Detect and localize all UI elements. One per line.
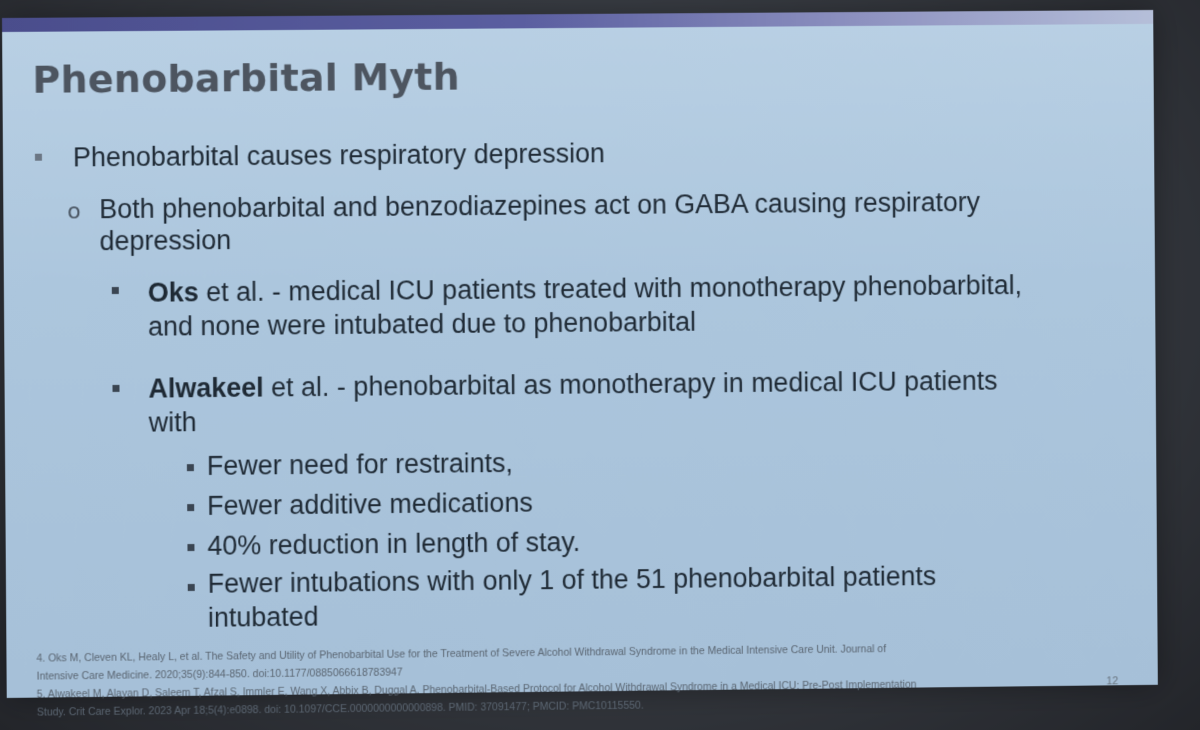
reference-line: 4. Oks M, Cleven KL, Healy L, et al. The Safety and Utility of Phenobarbital Use for the Treatment of Severe Alcohol Withdrawal Syndrome in the Medical Intensive Care Unit. Journal of	[36, 643, 887, 665]
square-bullet-icon	[112, 287, 119, 294]
references	[36, 638, 1089, 722]
square-bullet-icon	[35, 154, 42, 161]
alwakeel-author: Alwakeel	[148, 372, 264, 404]
slide-title: Phenobarbital Myth	[32, 54, 461, 102]
circle-bullet-icon: o	[67, 199, 81, 225]
reference-line: Intensive Care Medicine. 2020;35(9):844-850. doi:10.1177/0885066618783947	[36, 666, 403, 683]
sub-bullet-gaba-line-1: Both phenobarbital and benzodiazepines act on GABA causing respiratory	[99, 187, 981, 225]
oks-summary: et al. - medical ICU patients treated with monotherapy phenobarbital,	[198, 270, 1023, 308]
bullet-respiratory-depression: Phenobarbital causes respiratory depression	[72, 138, 605, 173]
sub-bullet-gaba-line-2: depression	[99, 225, 232, 257]
oks-study-line-1	[148, 269, 1022, 309]
oks-study-line-2: and none were intubated due to phenobarbital	[147, 306, 697, 342]
reference-line: Study. Crit Care Explor. 2023 Apr 18;5(4):e0898. doi: 10.1097/CCE.0000000000000898. PMID: 37091477; PMCID: PMC10115550.	[36, 699, 644, 719]
alwakeel-study-line-1	[148, 365, 997, 405]
finding-intubations-continued: intubated	[207, 601, 319, 633]
finding-additive-medications: Fewer additive medications	[207, 487, 533, 521]
square-bullet-icon	[187, 504, 194, 511]
oks-author: Oks	[147, 277, 199, 308]
square-bullet-icon	[187, 464, 194, 471]
alwakeel-study-line-2: with	[148, 407, 197, 438]
slide-body	[2, 10, 1158, 698]
alwakeel-summary: et al. - phenobarbital as monotherapy in medical ICU patients	[263, 365, 998, 403]
square-bullet-icon	[112, 385, 119, 392]
finding-restraints: Fewer need for restraints,	[206, 447, 514, 481]
reference-line: 5. Alwakeel M, Alayan D, Saleem T, Afzal S, Immler E, Wang X, Abbix B, Duggal A. Phenobarbital-Based Protocol for Alcohol Withdrawal Syndrome in a Medical ICU: Pre-Post Implementation	[36, 678, 917, 701]
slide-page-number: 12	[1106, 675, 1119, 688]
finding-intubations: Fewer intubations with only 1 of the 51 phenobarbital patients	[207, 561, 937, 599]
finding-length-of-stay: 40% reduction in length of stay.	[207, 527, 581, 561]
square-bullet-icon	[188, 584, 195, 591]
presentation-slide	[2, 10, 1158, 719]
square-bullet-icon	[187, 544, 194, 551]
